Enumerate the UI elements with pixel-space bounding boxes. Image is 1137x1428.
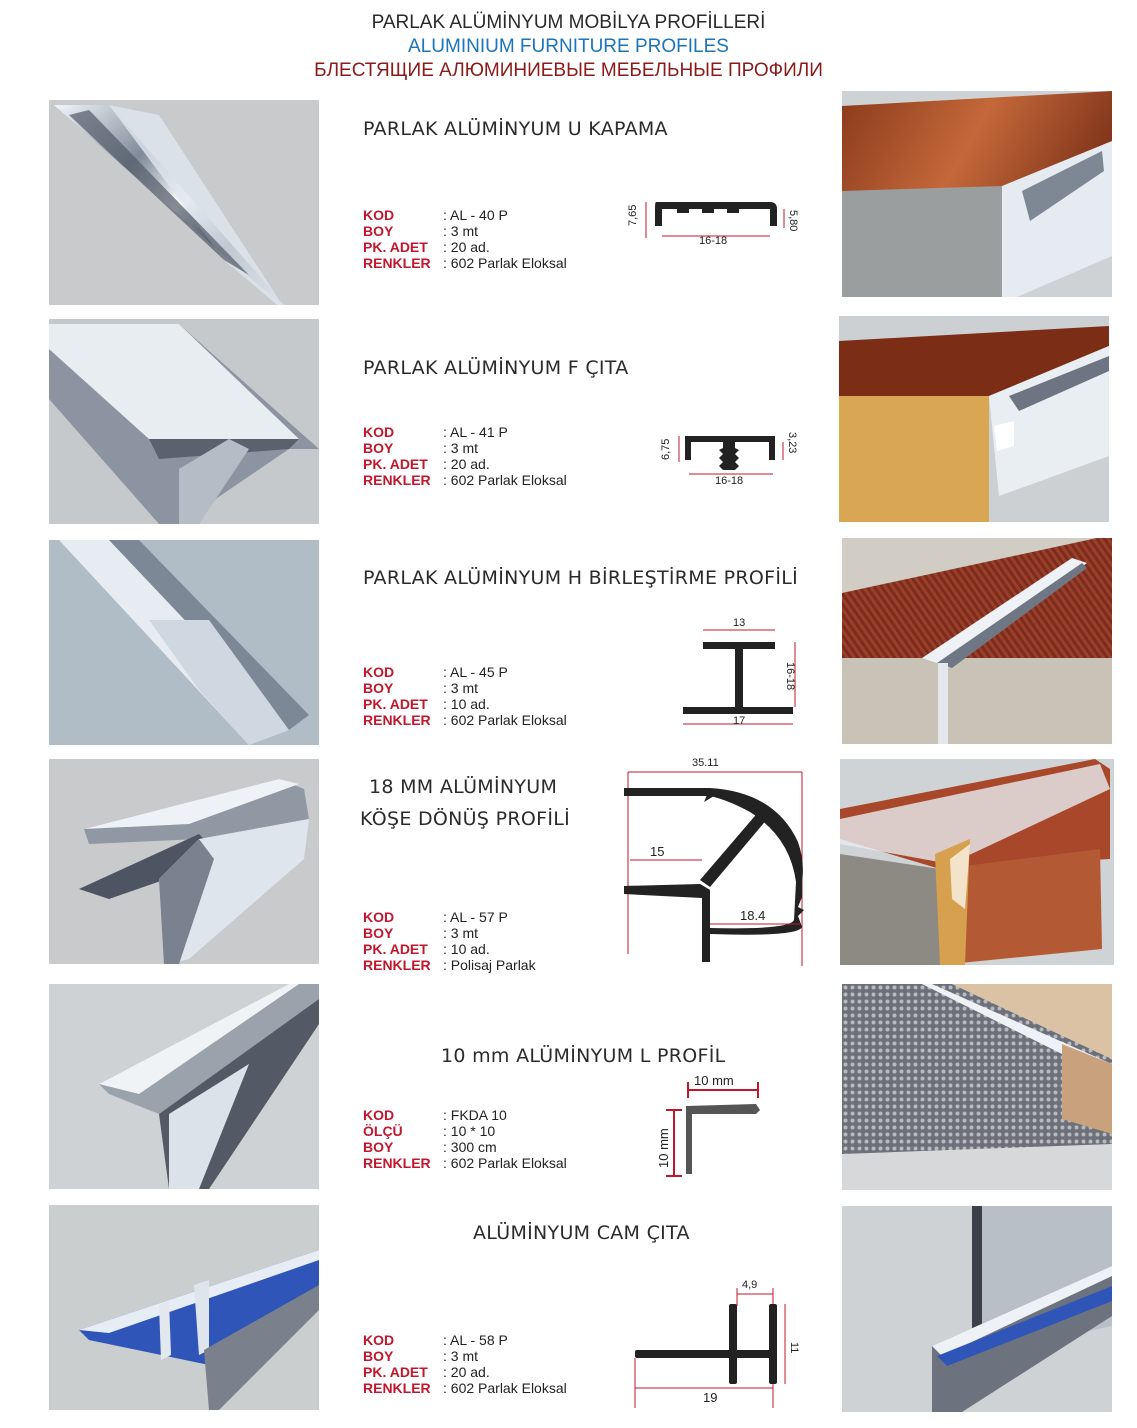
product-specs — [363, 1107, 567, 1171]
product-title-line1: 18 MM ALÜMİNYUM — [369, 776, 558, 798]
spec-row-renkler — [363, 255, 567, 271]
spec-value: : 10 ad. — [443, 696, 490, 712]
product-specs — [363, 1332, 567, 1396]
dim-gap: 4,9 — [742, 1279, 758, 1291]
profile-photo — [49, 540, 319, 745]
product-title-line2: KÖŞE DÖNÜŞ PROFİLİ — [360, 808, 571, 830]
spec-row-kod — [363, 909, 536, 925]
spec-label: BOY — [363, 223, 394, 239]
spec-row-pk-adet — [363, 696, 567, 712]
header-title-ru: БЛЕСТЯЩИЕ АЛЮМИНИЕВЫЕ МЕБЕЛЬНЫЕ ПРОФИЛИ — [314, 60, 823, 81]
spec-row-boy — [363, 1139, 567, 1155]
spec-label: PK. ADET — [363, 696, 428, 712]
spec-value: : FKDA 10 — [443, 1107, 507, 1123]
product-specs — [363, 664, 567, 728]
spec-label: PK. ADET — [363, 456, 428, 472]
spec-row-kod — [363, 424, 567, 440]
spec-value: : 3 mt — [443, 223, 479, 239]
application-photo — [842, 538, 1112, 744]
spec-row-renkler — [363, 1155, 567, 1171]
spec-value: : AL - 57 P — [443, 909, 508, 925]
spec-value: : AL - 45 P — [443, 664, 508, 680]
dim-top: 13 — [733, 617, 746, 629]
dim-right: 18.4 — [740, 908, 766, 923]
spec-label: KOD — [363, 424, 395, 440]
spec-row-boy — [363, 1348, 567, 1364]
dim-width: 35.11 — [692, 757, 719, 769]
spec-label: BOY — [363, 1348, 394, 1364]
spec-row-boy — [363, 440, 567, 456]
profile-drawing — [622, 196, 802, 246]
spec-value: : 3 mt — [443, 925, 479, 941]
spec-value: : Polisaj Parlak — [443, 957, 536, 973]
spec-label: KOD — [363, 207, 395, 223]
product-title: PARLAK ALÜMİNYUM F ÇITA — [363, 357, 629, 379]
spec-label: BOY — [363, 680, 394, 696]
spec-label: ÖLÇÜ — [363, 1123, 403, 1139]
profile-drawing — [652, 1070, 772, 1182]
product-title: ALÜMİNYUM CAM ÇITA — [473, 1222, 690, 1244]
spec-label: KOD — [363, 664, 395, 680]
dim-height: 16-18 — [784, 662, 796, 691]
spec-value: : 602 Parlak Eloksal — [443, 472, 567, 488]
dim-inner: 3,23 — [786, 432, 798, 454]
spec-row-pk-adet — [363, 239, 567, 255]
application-photo — [842, 984, 1112, 1190]
spec-label: KOD — [363, 909, 395, 925]
spec-row-pk-adet — [363, 456, 567, 472]
spec-label: RENKLER — [363, 472, 431, 488]
spec-value: : AL - 41 P — [443, 424, 508, 440]
spec-value: : 20 ad. — [443, 456, 490, 472]
spec-value: : 20 ad. — [443, 239, 490, 255]
spec-row-renkler — [363, 472, 567, 488]
spec-label: PK. ADET — [363, 239, 428, 255]
dim-width: 10 mm — [694, 1073, 734, 1088]
spec-value: : 602 Parlak Eloksal — [443, 712, 567, 728]
spec-value: : AL - 58 P — [443, 1332, 508, 1348]
dim-width: 16-18 — [715, 475, 744, 487]
dim-height: 10 mm — [656, 1128, 671, 1168]
spec-value: : 602 Parlak Eloksal — [443, 255, 567, 271]
spec-label: KOD — [363, 1107, 395, 1123]
spec-label: BOY — [363, 1139, 394, 1155]
spec-value: : 602 Parlak Eloksal — [443, 1380, 567, 1396]
profile-photo — [49, 1205, 319, 1410]
spec-label: RENKLER — [363, 255, 431, 271]
profile-photo — [49, 319, 319, 524]
spec-row-pk-adet — [363, 941, 536, 957]
spec-label: RENKLER — [363, 712, 431, 728]
spec-row-boy — [363, 925, 536, 941]
spec-value: : 10 ad. — [443, 941, 490, 957]
profile-drawing — [610, 752, 820, 972]
profile-drawing — [675, 612, 805, 732]
dim-left: 15 — [650, 844, 665, 859]
spec-row-renkler — [363, 1380, 567, 1396]
spec-label: BOY — [363, 440, 394, 456]
spec-row-pk-adet — [363, 1364, 567, 1380]
application-photo — [842, 1206, 1112, 1412]
spec-row-boy — [363, 223, 567, 239]
profile-drawing — [625, 1272, 810, 1412]
spec-value: : 3 mt — [443, 440, 479, 456]
product-title: PARLAK ALÜMİNYUM U KAPAMA — [363, 118, 668, 140]
dim-height: 11 — [788, 1342, 800, 1354]
application-photo — [842, 91, 1112, 297]
profile-photo — [49, 984, 319, 1189]
profile-photo — [49, 100, 319, 305]
spec-row-renkler — [363, 712, 567, 728]
dim-inner: 5,80 — [787, 210, 799, 232]
spec-row-boy — [363, 680, 567, 696]
spec-row-olcu — [363, 1123, 567, 1139]
product-specs — [363, 424, 567, 488]
header-title-tr: PARLAK ALÜMİNYUM MOBİLYA PROFİLLERİ — [371, 12, 766, 33]
spec-label: RENKLER — [363, 957, 431, 973]
product-specs — [363, 909, 536, 973]
spec-row-kod — [363, 1107, 567, 1123]
spec-value: : 300 cm — [443, 1139, 497, 1155]
spec-row-kod — [363, 207, 567, 223]
spec-label: BOY — [363, 925, 394, 941]
spec-value: : 20 ad. — [443, 1364, 490, 1380]
spec-label: RENKLER — [363, 1380, 431, 1396]
header-title-en: ALUMINIUM FURNITURE PROFILES — [408, 36, 729, 57]
profile-photo — [49, 759, 319, 964]
dim-width: 16-18 — [699, 235, 728, 247]
spec-label: KOD — [363, 1332, 395, 1348]
dim-width: 19 — [703, 1390, 718, 1405]
spec-label: RENKLER — [363, 1155, 431, 1171]
spec-value: : 3 mt — [443, 1348, 479, 1364]
dim-height: 6,75 — [660, 438, 672, 460]
profile-drawing — [655, 428, 805, 488]
spec-label: PK. ADET — [363, 941, 428, 957]
product-title: PARLAK ALÜMİNYUM H BİRLEŞTİRME PROFİLİ — [363, 567, 799, 589]
spec-row-kod — [363, 1332, 567, 1348]
spec-row-renkler — [363, 957, 536, 973]
dim-height: 7,65 — [627, 204, 639, 226]
spec-value: : 10 * 10 — [443, 1123, 496, 1139]
spec-label: PK. ADET — [363, 1364, 428, 1380]
application-photo — [839, 316, 1109, 522]
product-specs — [363, 207, 567, 271]
application-photo — [840, 759, 1114, 965]
spec-value: : AL - 40 P — [443, 207, 508, 223]
spec-value: : 3 mt — [443, 680, 479, 696]
dim-bottom: 17 — [733, 715, 746, 727]
spec-row-kod — [363, 664, 567, 680]
spec-value: : 602 Parlak Eloksal — [443, 1155, 567, 1171]
product-title: 10 mm ALÜMİNYUM L PROFİL — [441, 1045, 726, 1067]
